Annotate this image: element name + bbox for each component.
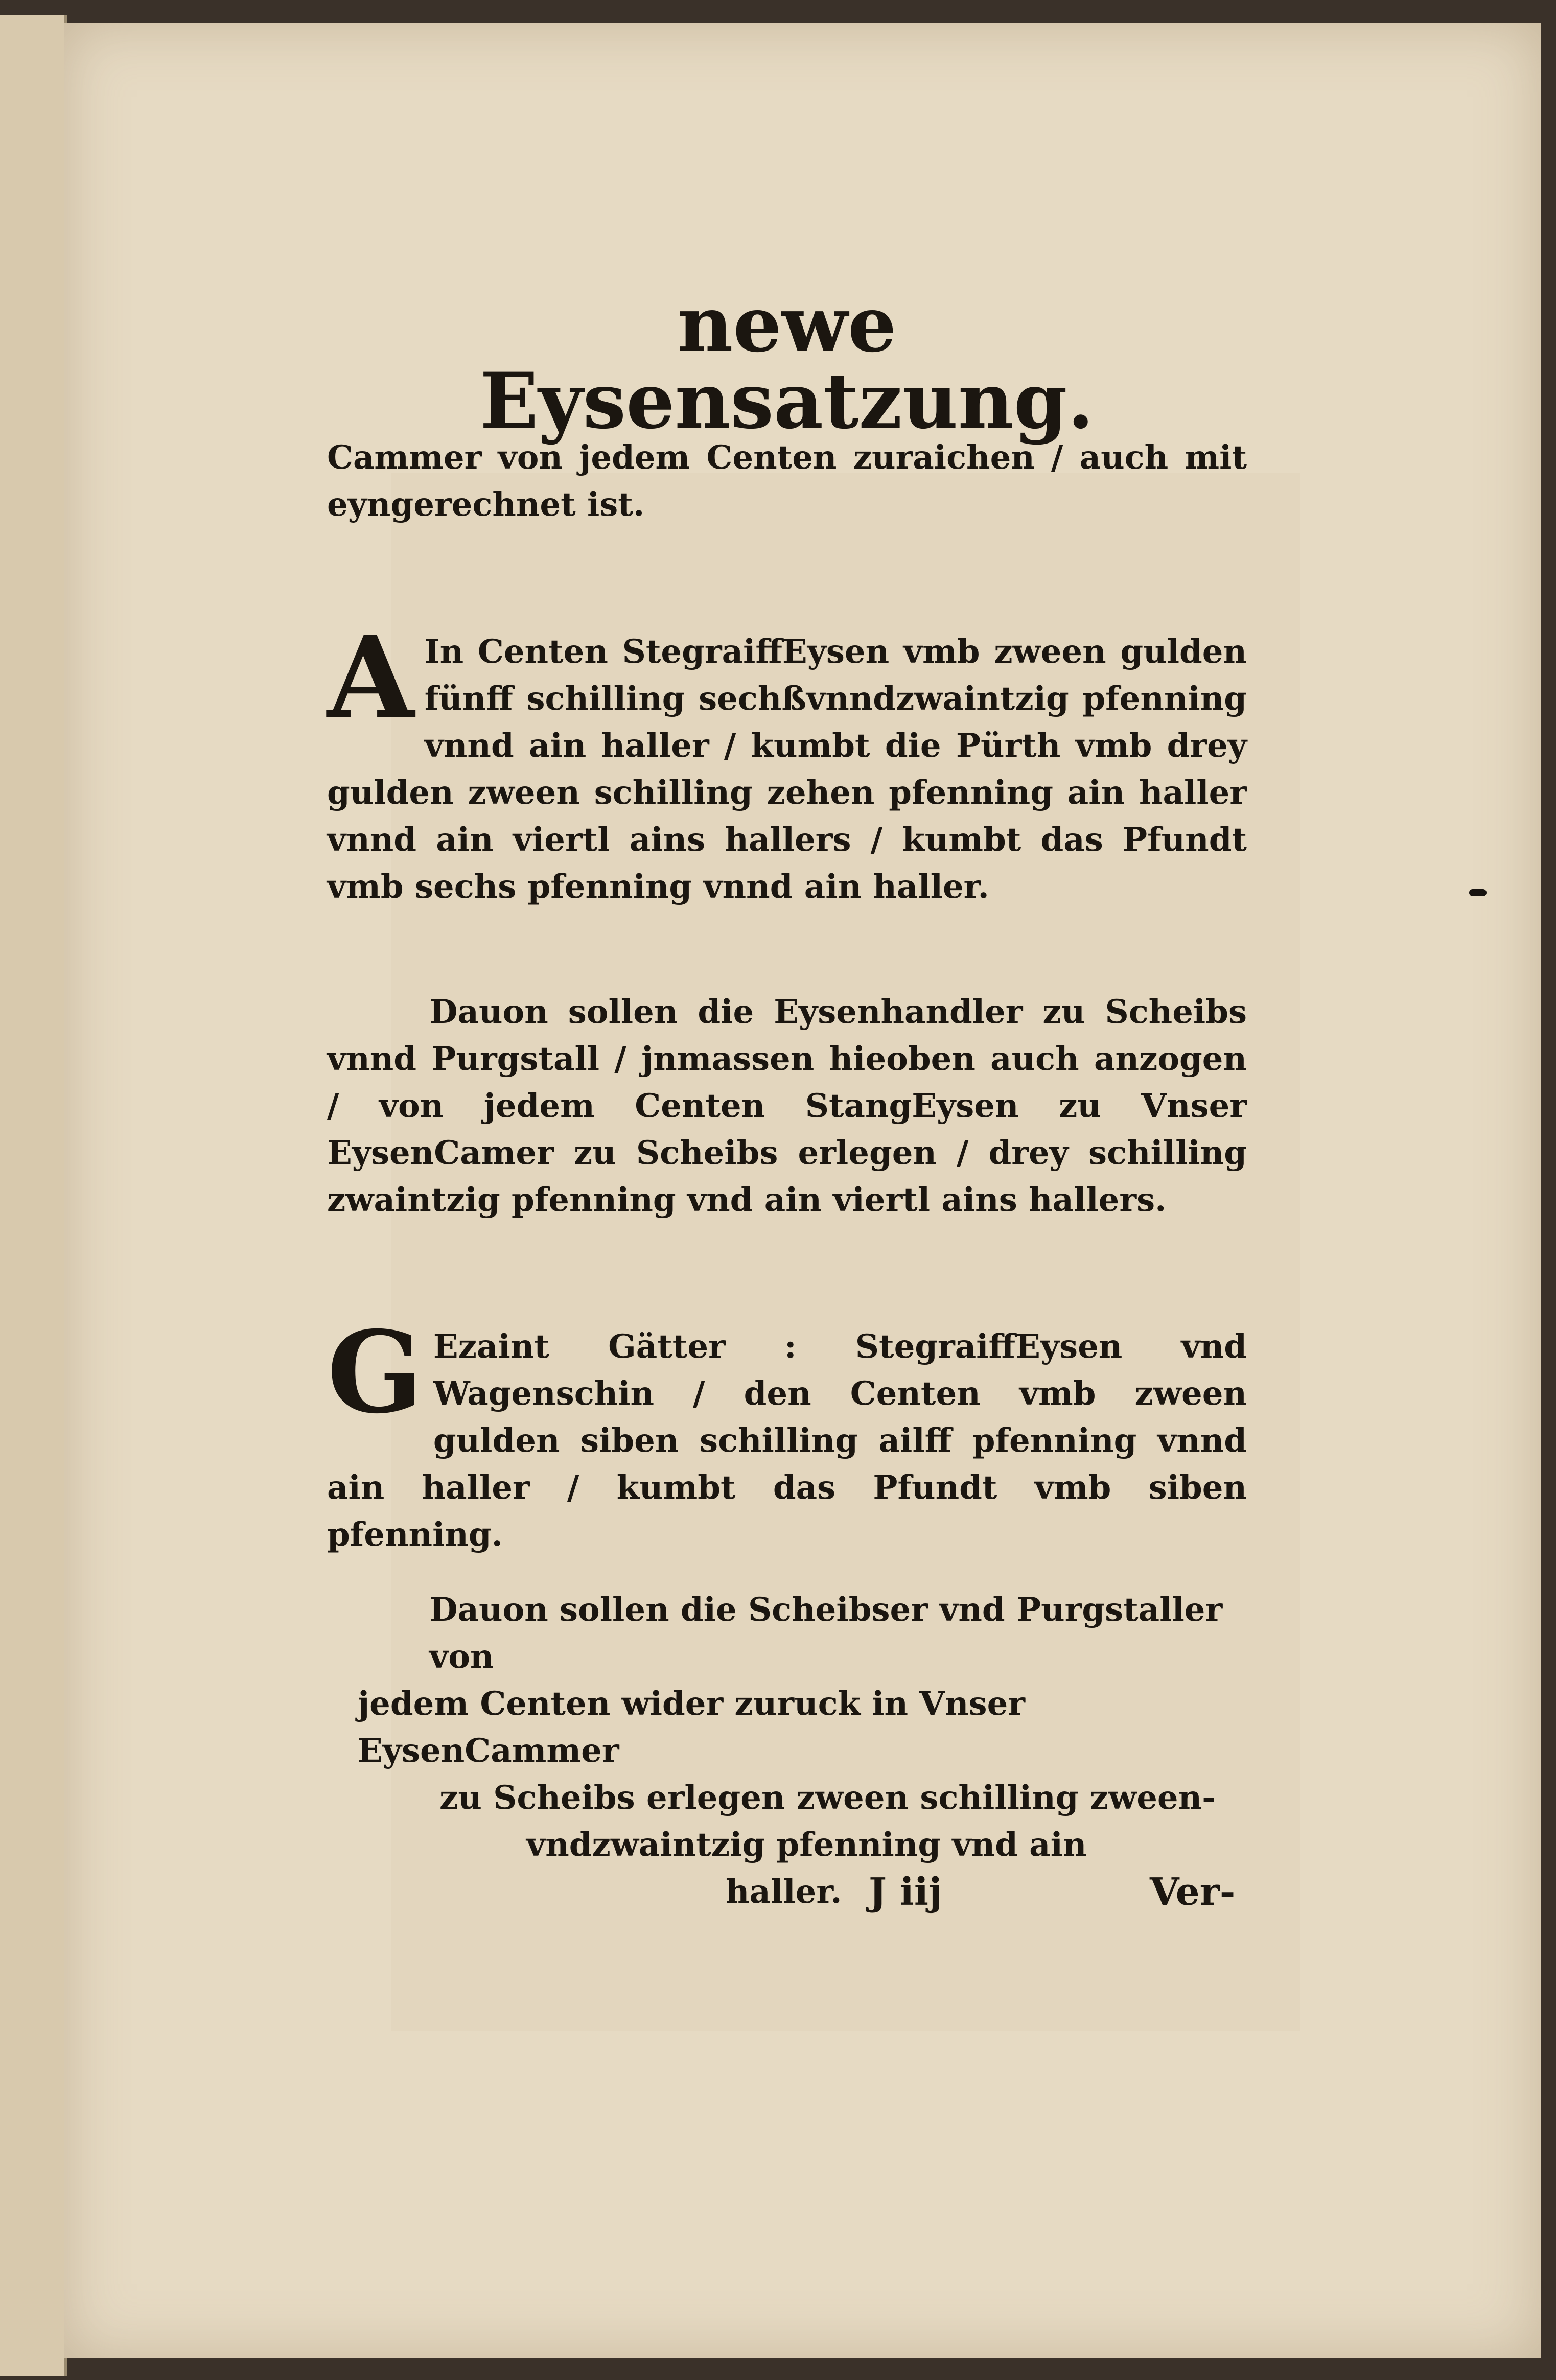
paragraph-3-text: Ezaint Gätter : StegraiffEysen vnd Wagenschin / den Centen vmb zween gulden siben schilling ailff pfenning vnnd ain haller / kumbt das Pfundt vmb siben pfenning. [327, 1327, 1247, 1554]
running-header: newe Eysensatzung. [480, 279, 1094, 446]
paragraph-4-line-1: Dauon sollen die Scheibser vnd Purgstaller von [429, 1591, 1223, 1676]
paragraph-4 [327, 1586, 1252, 1916]
paragraph-1-text: In Centen StegraiffEysen vmb zween gulden fünff schilling sechßvnndzwaintzig pfenning vnnd ain haller / kumbt die Pürth vmb drey gulden zween schilling zehen pfenning ain haller vnnd ain viertl ains hallers / kumbt das Pfundt vmb sechs pfenning vnnd ain haller. [327, 633, 1247, 906]
paragraph-4-line-3: zu Scheibs erlegen zween schilling zween- [439, 1779, 1216, 1817]
paragraph-4-line-4: vndzwaintzig pfenning vnd ain [526, 1826, 1087, 1864]
margin-mark [1469, 889, 1487, 896]
catchword: Ver- [1150, 1870, 1236, 1914]
signature-mark: J iij [869, 1870, 942, 1914]
paragraph-4-line-2: jedem Centen wider zuruck in Vnser EysenCammer [358, 1685, 1025, 1770]
paragraph-4-line-5: haller. [726, 1873, 842, 1911]
drop-cap-g: G [327, 1306, 423, 1438]
paragraph-1 [327, 611, 1247, 911]
paragraph-3 [327, 1306, 1247, 1558]
drop-cap-a: A [327, 611, 414, 743]
paragraph-2: Dauon sollen die Eysenhandler zu Scheibs vnnd Purgstall / jnmassen hieoben auch anzogen / von jedem Centen StangEysen zu Vnser EysenCamer zu Scheibs erlegen / drey schilling zwaintzig pfenning vnd ain viertl ains hallers. [327, 993, 1247, 1219]
continuation-text: Cammer von jedem Centen zuraichen / auch mit eyngerechnet ist. [327, 438, 1247, 524]
left-page-edge [0, 15, 67, 2376]
